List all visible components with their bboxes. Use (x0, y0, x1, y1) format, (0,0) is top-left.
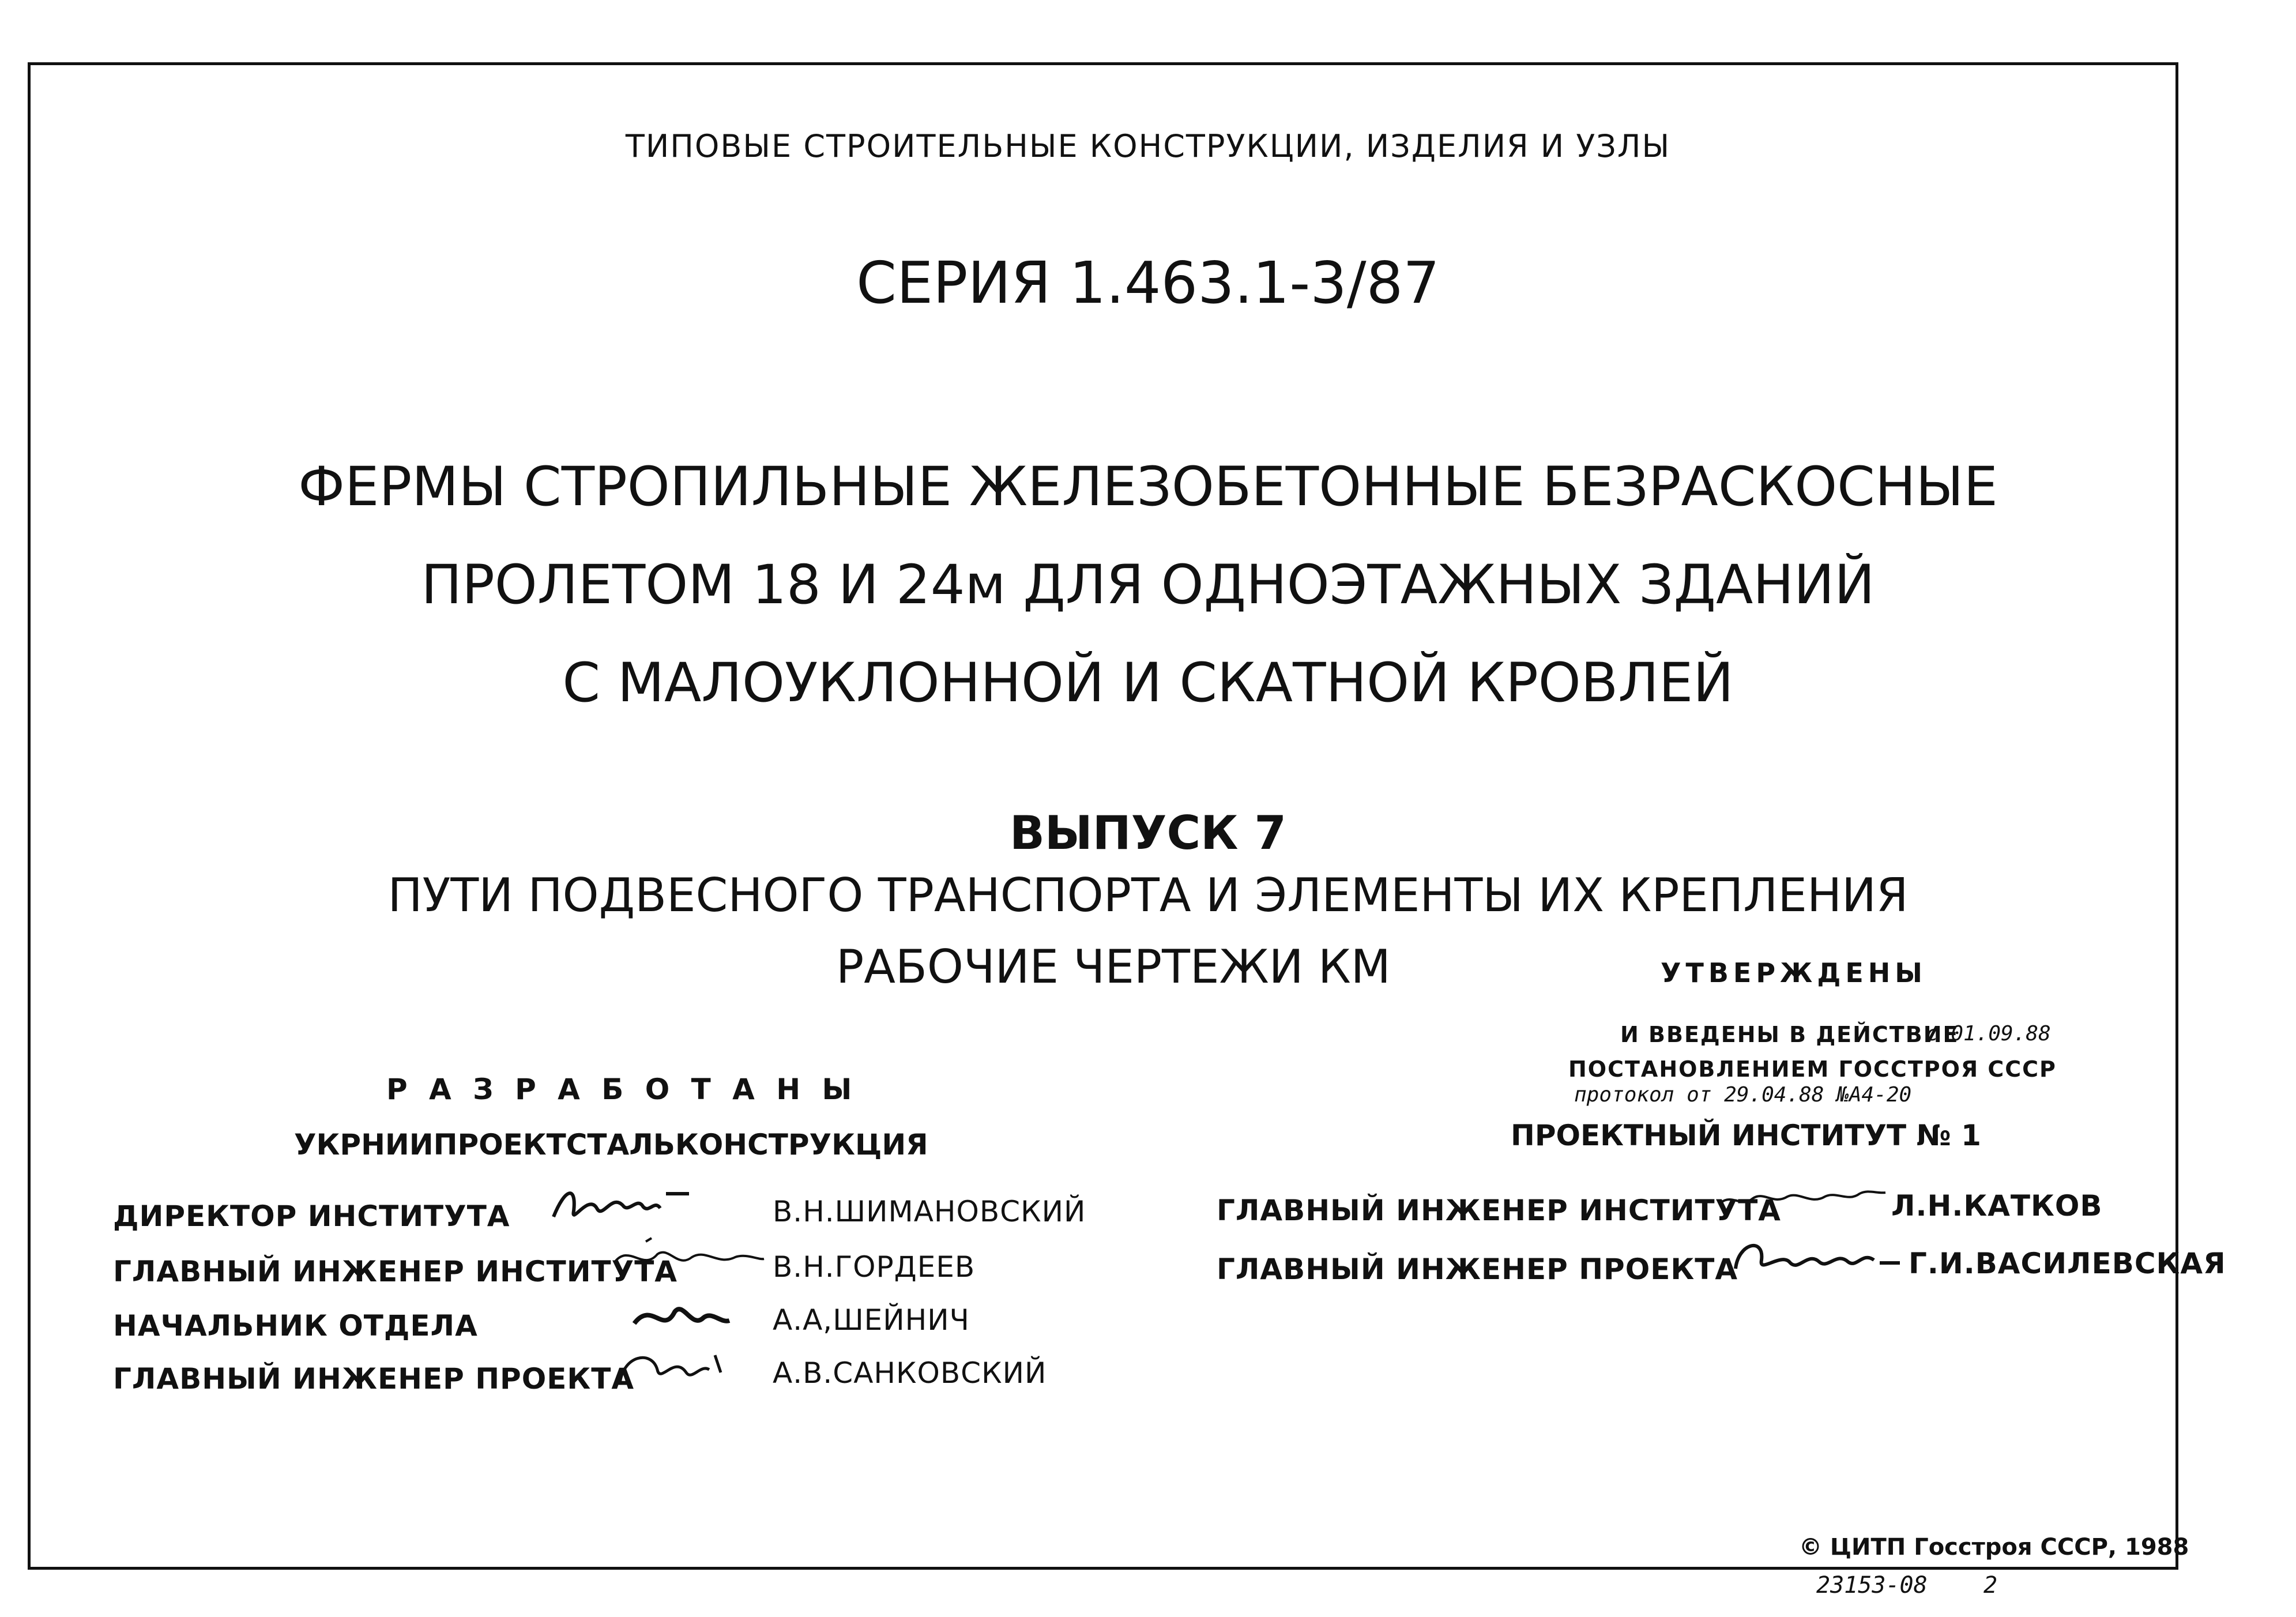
right-role-2: ГЛАВНЫЙ ИНЖЕНЕР ПРОЕКТА (1217, 1253, 1738, 1286)
left-name-4: А.В.САНКОВСКИЙ (773, 1356, 1047, 1390)
left-name-2: В.Н.ГОРДЕЕВ (773, 1250, 976, 1284)
signature-chief-project-right (1730, 1228, 1903, 1286)
right-name-1: Л.Н.КАТКОВ (1891, 1189, 2103, 1223)
issue-subject: ПУТИ ПОДВЕСНОГО ТРАНСПОРТА И ЭЛЕМЕНТЫ ИХ КРЕПЛЕНИЯ (387, 868, 1909, 922)
left-name-1: В.Н.ШИМАНОВСКИЙ (773, 1195, 1086, 1228)
left-role-4: ГЛАВНЫЙ ИНЖЕНЕР ПРОЕКТА (113, 1362, 635, 1396)
series-title: СЕРИЯ 1.463.1-3/87 (856, 249, 1440, 317)
right-role-1: ГЛАВНЫЙ ИНЖЕНЕР ИНСТИТУТА (1217, 1194, 1782, 1227)
effective-label: И ВВЕДЕНЫ В ДЕЙСТВИЕ (1620, 1022, 1959, 1047)
signature-chief-project-left (611, 1344, 727, 1396)
signature-department-head (628, 1295, 732, 1341)
approving-institute: ПРОЕКТНЫЙ ИНСТИТУТ № 1 (1511, 1119, 1981, 1152)
signature-chief-engineer-left (611, 1237, 767, 1277)
signature-chief-engineer-right (1718, 1176, 1891, 1217)
protocol-note: протокол от 29.04.88 №А4-20 (1574, 1083, 1912, 1107)
right-name-2: Г.И.ВАСИЛЕВСКАЯ (1909, 1247, 2226, 1280)
category-heading: ТИПОВЫЕ СТРОИТЕЛЬНЫЕ КОНСТРУКЦИИ, ИЗДЕЛИЯ И УЗЛЫ (625, 128, 1671, 164)
title-line-3: С МАЛОУКЛОННОЙ И СКАТНОЙ КРОВЛЕЙ (562, 652, 1734, 715)
title-line-1: ФЕРМЫ СТРОПИЛЬНЫЕ ЖЕЛЕЗОБЕТОННЫЕ БЕЗРАСКОСНЫЕ (298, 456, 1998, 518)
developed-label: Р А З Р А Б О Т А Н Ы (386, 1073, 858, 1106)
decree-label: ПОСТАНОВЛЕНИЕМ ГОССТРОЯ СССР (1568, 1056, 2057, 1082)
signature-director (542, 1176, 692, 1234)
approved-label: УТВЕРЖДЕНЫ (1661, 957, 1927, 988)
order-number: 23153-08 (1816, 1572, 1928, 1599)
issue-label: ВЫПУСК 7 (1009, 806, 1287, 860)
title-line-2: ПРОЛЕТОМ 18 И 24м ДЛЯ ОДНОЭТАЖНЫХ ЗДАНИЙ (421, 554, 1875, 616)
drawings-type: РАБОЧИЕ ЧЕРТЕЖИ КМ (836, 940, 1391, 994)
left-name-3: А.А,ШЕЙНИЧ (773, 1303, 970, 1337)
effective-date: с 01.09.88 (1926, 1022, 2051, 1046)
developer-org: УКРНИИПРОЕКТСТАЛЬКОНСТРУКЦИЯ (294, 1128, 928, 1161)
copyright-note: © ЦИТП Госстроя СССР, 1988 (1799, 1534, 2189, 1560)
left-role-1: ДИРЕКТОР ИНСТИТУТА (113, 1199, 510, 1233)
left-role-2: ГЛАВНЫЙ ИНЖЕНЕР ИНСТИТУТА (113, 1255, 678, 1288)
page-number: 2 (1983, 1572, 1998, 1599)
left-role-3: НАЧАЛЬНИК ОТДЕЛА (113, 1309, 478, 1343)
